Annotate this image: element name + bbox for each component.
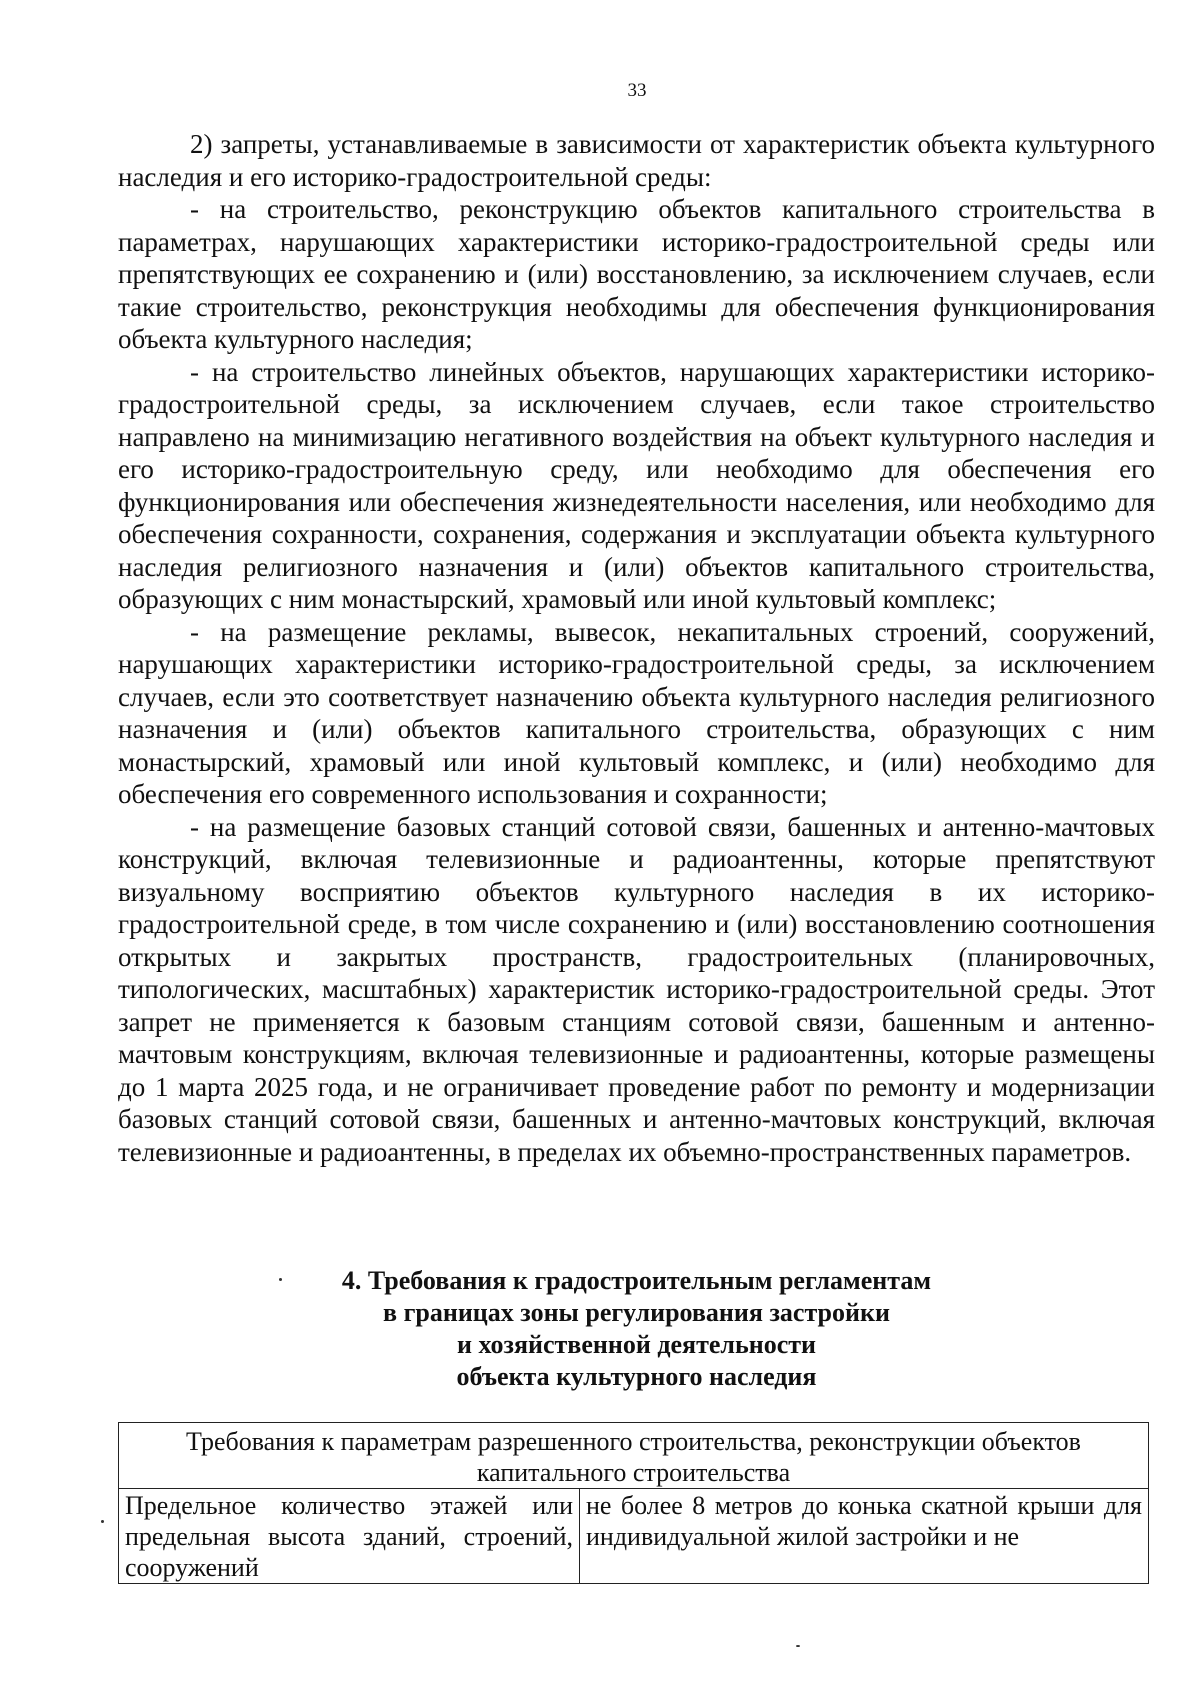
scan-speck [279,1278,282,1281]
section-heading-line: в границах зоны регулирования застройки [383,1298,890,1327]
table-cell-value: не более 8 метров до конька скатной крыши для индивидуальной жилой застройки и не [580,1489,1149,1584]
section-heading-line: 4. Требования к градостроительным регламентам [341,1266,932,1295]
paragraph: 2) запреты, устанавливаемые в зависимости от характеристик объекта культурного наследия и его историко-градостроительной среды: [118,129,1155,192]
paragraph: - на строительство линейных объектов, нарушающих характеристики историко-градостроительной среды, за исключением случаев, если такое строительство направлено на минимизацию негативного воздействия на объект культурного наследия и его историко-градостроительную среду, или необходимо для обеспечения его функционирования или обеспечения жизнедеятельности населения, или необходимо для обеспечения сохранности, сохранения, содержания и эксплуатации объекта культурного наследия религиозного назначения и (или) объектов капитального строительства, образующих с ним монастырский, храмовый или иной культовый комплекс; [118,356,1155,614]
scan-speck [796,1645,800,1647]
document-body [118,128,1155,1168]
requirements-table [118,1422,1149,1584]
table-row [119,1489,1149,1584]
table-header-row [119,1423,1149,1489]
section-heading-line: и хозяйственной деятельности [457,1330,816,1359]
table-header-cell: Требования к параметрам разрешенного строительства, реконструкции объектов капитального строительства [119,1423,1149,1489]
section-heading [118,1265,1155,1393]
paragraph: - на размещение рекламы, вывесок, некапитальных строений, сооружений, нарушающих характеристики историко-градостроительной среды, за исключением случаев, если это соответствует назначению объекта культурного наследия религиозного назначения и (или) объектов капитального строительства, образующих с ним монастырский, храмовый или иной культовый комплекс, и (или) необходимо для обеспечения его современного использования и сохранности; [118,616,1155,809]
table-cell-parameter: Предельное количество этажей или предельная высота зданий, строений, сооружений [119,1489,580,1584]
paragraph: - на строительство, реконструкцию объектов капитального строительства в параметрах, нарушающих характеристики историко-градостроительной среды или препятствующих ее сохранению и (или) восстановлению, за исключением случаев, если такие строительство, реконструкция необходимы для обеспечения функционирования объекта культурного наследия; [118,194,1155,354]
page-number: 33 [627,80,647,101]
section-heading-line: объекта культурного наследия [456,1362,817,1391]
scan-speck [101,1520,104,1523]
paragraph: - на размещение базовых станций сотовой связи, башенных и антенно-мачтовых конструкций, включая телевизионные и радиоантенны, которые препятствуют визуальному восприятию объектов культурного наследия в их историко-градостроительной среде, в том числе сохранению и (или) восстановлению соотношения открытых и закрытых пространств, градостроительных (планировочных, типологических, масштабных) характеристик историко-градостроительной среды. Этот запрет не применяется к базовым станциям сотовой связи, башенным и антенно-мачтовым конструкциям, включая телевизионные и радиоантенны, которые размещены до 1 марта 2025 года, и не ограничивает проведение работ по ремонту и модернизации базовых станций сотовой связи, башенных и антенно-мачтовых конструкций, включая телевизионные и радиоантенны, в пределах их объемно-пространственных параметров. [118,811,1155,1167]
